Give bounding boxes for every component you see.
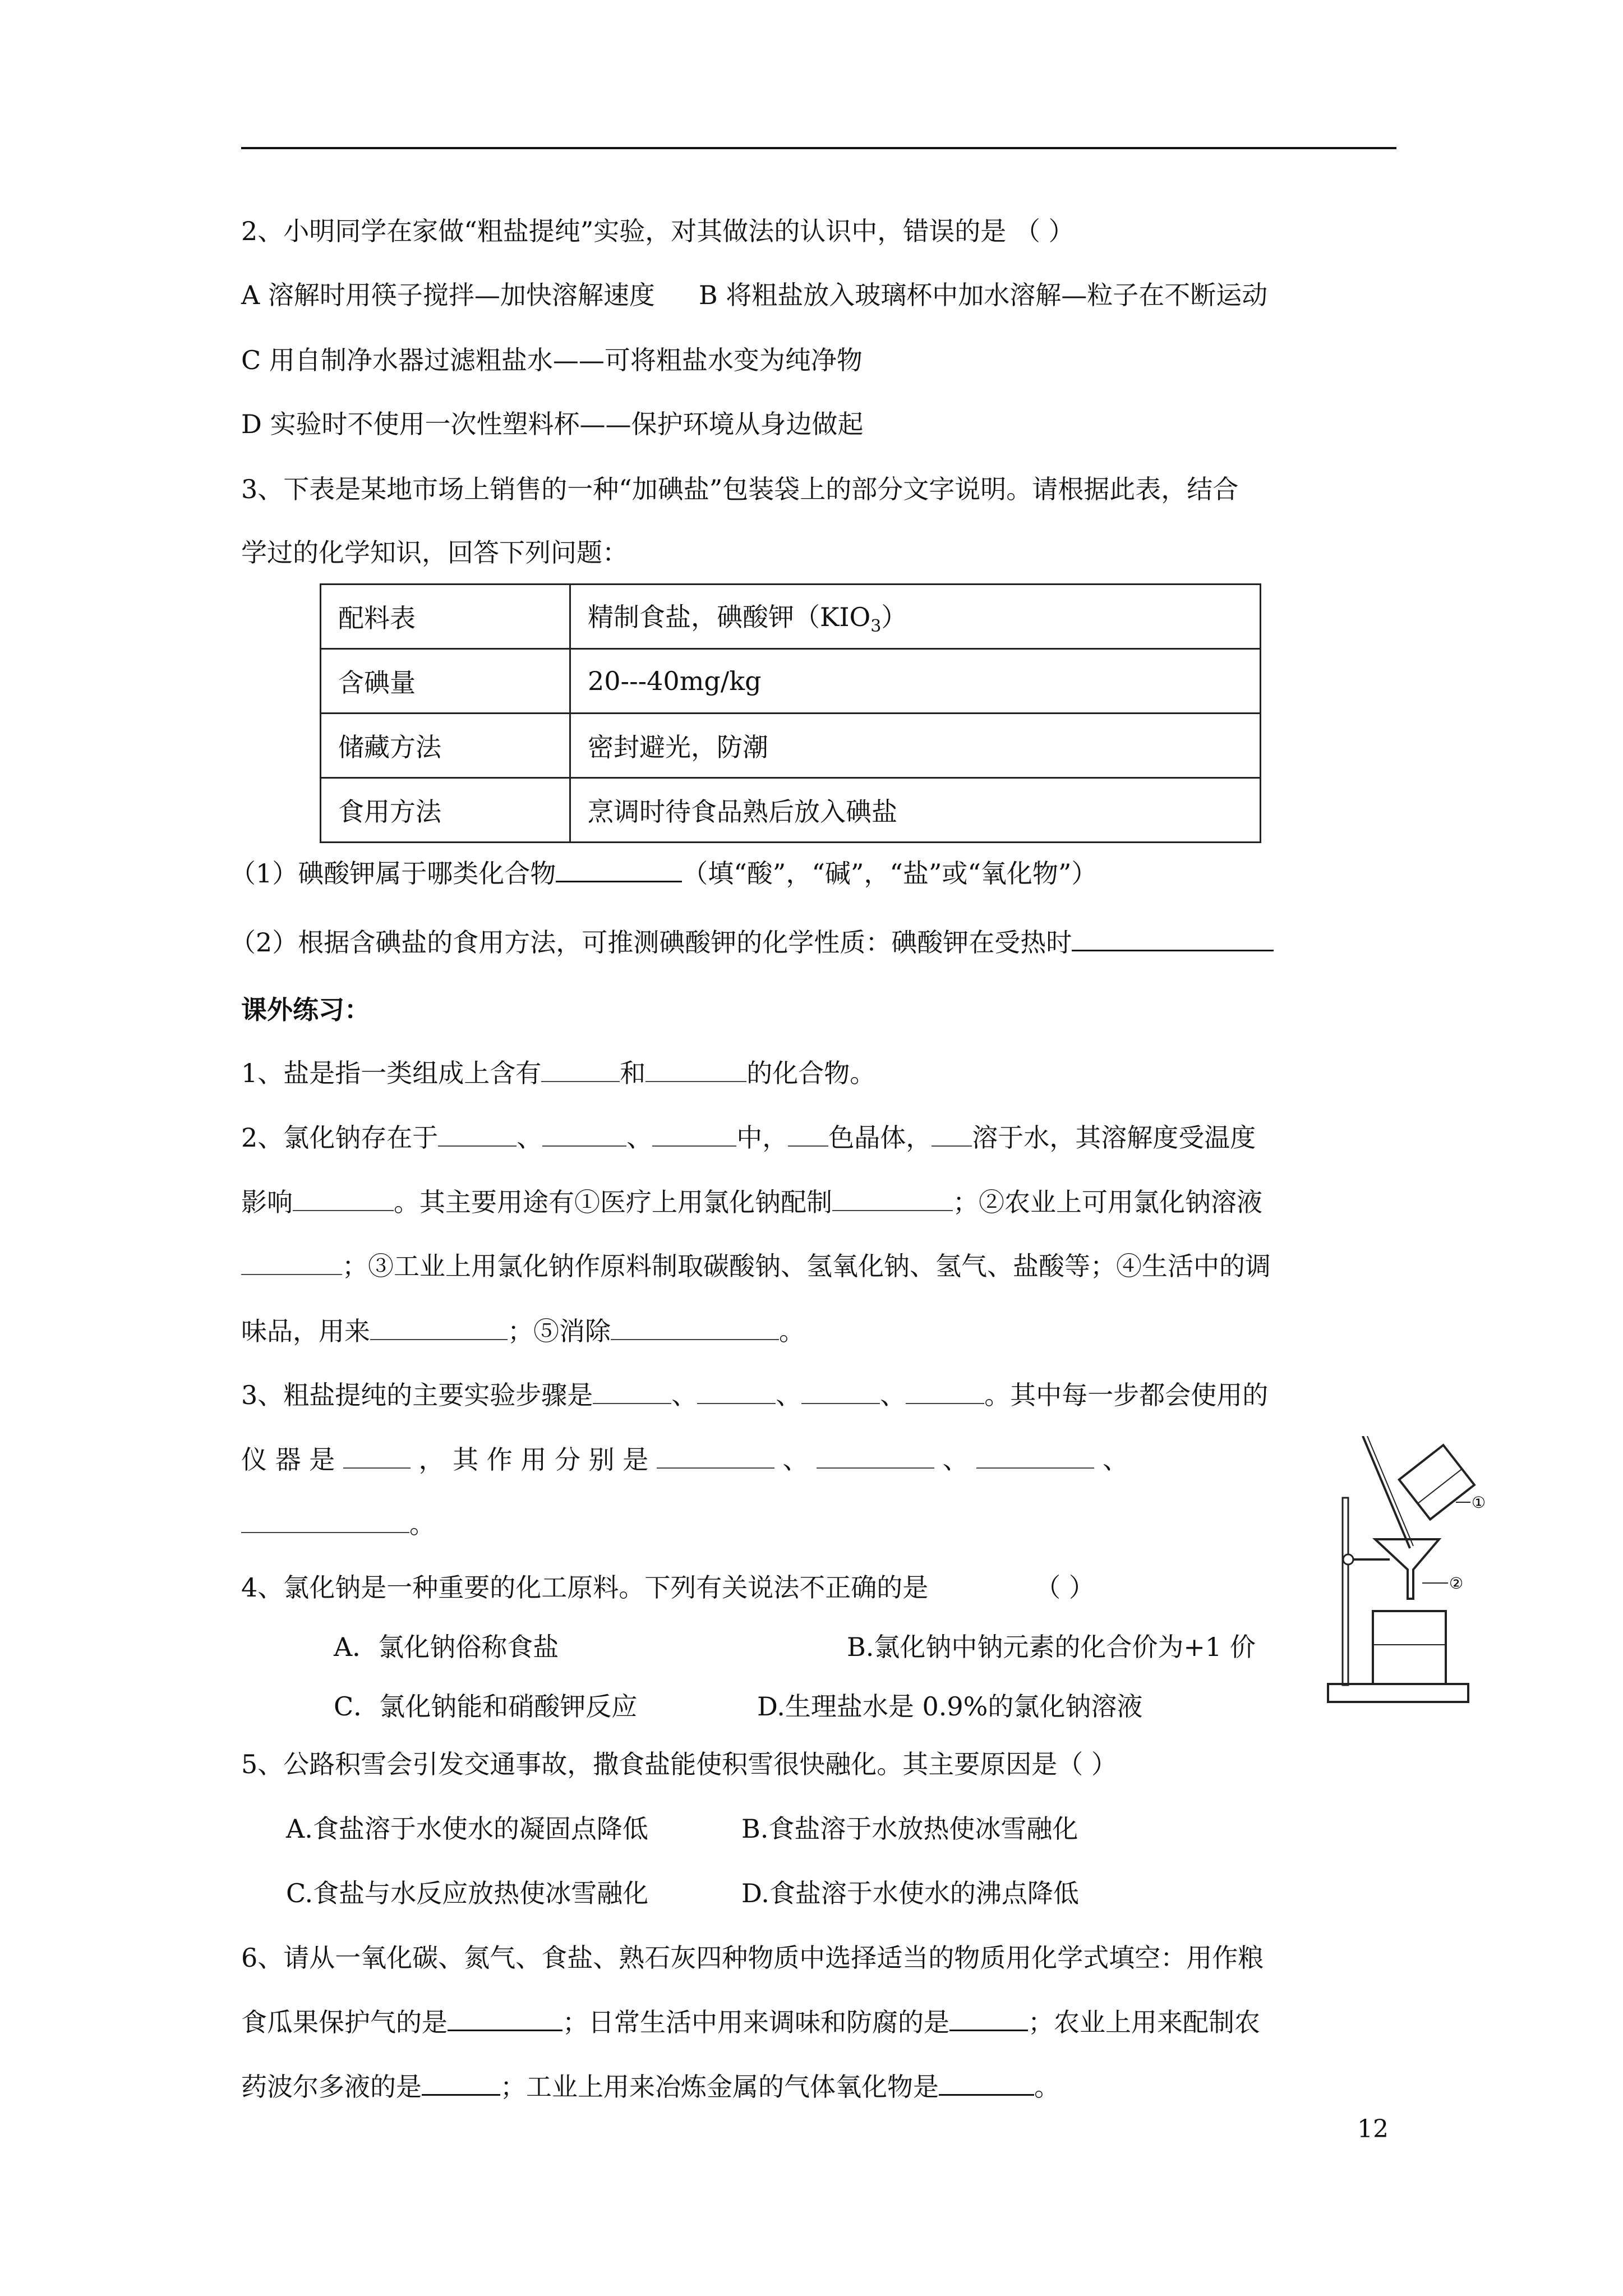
answer-blank[interactable] xyxy=(541,1078,620,1082)
table-cell-value: 精制食盐，碘酸钾$(KIO_3)$ xyxy=(570,585,1261,649)
answer-blank[interactable] xyxy=(697,1400,776,1404)
answer-blank[interactable] xyxy=(241,1271,342,1275)
table-cell-key: 储藏方法 xyxy=(321,714,570,778)
exercise-4-stem: 4、氯化钠是一种重要的化工原料。下列有关说法不正确的是 （ ） xyxy=(241,1572,1095,1603)
answer-blank[interactable] xyxy=(438,1142,517,1147)
section-heading: 课外练习： xyxy=(241,995,370,1025)
table-row xyxy=(321,714,1261,778)
answer-blank[interactable] xyxy=(906,1400,984,1404)
answer-blank[interactable] xyxy=(645,1078,746,1082)
exercise-4-option-a: A．氯化钠俗称食盐 xyxy=(334,1632,559,1662)
table-cell-value: 密封避光，防潮 xyxy=(570,714,1261,778)
q3-part-1: （1）碘酸钾属于哪类化合物 （填“酸”，“碱”，“盐”或“氧化物”） xyxy=(230,858,1098,889)
exercise-5-option-a: A.食盐溶于水使水的凝固点降低 xyxy=(286,1814,648,1844)
answer-blank[interactable] xyxy=(448,2025,562,2031)
q3-line-1: 3、下表是某地市场上销售的一种“加碘盐”包装袋上的部分文字说明。请根据此表，结合 xyxy=(241,474,1239,504)
answer-blank[interactable] xyxy=(788,1142,828,1147)
exercise-6-line-3: 药波尔多液的是 ；工业上用来冶炼金属的气体氧化物是 。 xyxy=(241,2072,1060,2102)
answer-blank[interactable] xyxy=(817,1464,934,1469)
q2-options-ab xyxy=(241,278,1267,312)
exercise-5-option-d: D.食盐溶于水使水的沸点降低 xyxy=(741,1878,1079,1908)
answer-blank[interactable] xyxy=(652,1142,736,1147)
exercise-3-line-2: 仪 器 是 ， 其 作 用 分 别 是 、 、 、 xyxy=(241,1444,1128,1475)
table-cell-key: 食用方法 xyxy=(321,778,570,843)
exercise-2-line-4: 味品，用来 ；⑤消除 。 xyxy=(241,1316,805,1346)
q2-option-b: B 将粗盐放入玻璃杯中加水溶解—粒子在不断运动 xyxy=(698,280,1268,310)
answer-blank[interactable] xyxy=(801,1400,880,1404)
q3-line-2: 学过的化学知识，回答下列问题： xyxy=(241,537,628,568)
exercise-2-line-3: ；③工业上用氯化钠作原料制取碳酸钠、氢氧化钠、氢气、盐酸等；④生活中的调 xyxy=(241,1249,1271,1283)
exercise-5-stem: 5、公路积雪会引发交通事故，撒食盐能使积雪很快融化。其主要原因是（ ） xyxy=(241,1749,1117,1779)
exercise-3-line-1: 3、粗盐提纯的主要实验步骤是 、 、 、 。其中每一步都会使用的 xyxy=(241,1380,1269,1410)
answer-blank[interactable] xyxy=(343,1464,411,1469)
figure-label-2: ② xyxy=(1449,1574,1464,1593)
filtration-apparatus-figure xyxy=(1324,1436,1492,1711)
q2-option-d: D 实验时不使用一次性塑料杯——保护环境从身边做起 xyxy=(241,409,864,439)
exercise-4-option-d: D.生理盐水是 0.9%的氯化钠溶液 xyxy=(757,1691,1143,1722)
table-cell-value: 烹调时待食品熟后放入碘盐 xyxy=(570,778,1261,843)
exercise-1: 1、盐是指一类组成上含有 和 的化合物。 xyxy=(241,1058,876,1088)
table-cell-key: 含碘量 xyxy=(321,649,570,714)
table-row xyxy=(321,778,1261,843)
exercise-6-line-1: 6、请从一氧化碳、氮气、食盐、熟石灰四种物质中选择适当的物质用化学式填空：用作粮 xyxy=(241,1943,1264,1973)
answer-blank[interactable] xyxy=(939,2090,1034,2096)
exercise-6-line-2: 食瓜果保护气的是 ；日常生活中用来调味和防腐的是 ；农业上用来配制农 xyxy=(241,2007,1260,2037)
table-cell-key: 配料表 xyxy=(321,585,570,649)
answer-blank[interactable] xyxy=(556,876,682,882)
answer-blank[interactable] xyxy=(293,1207,394,1211)
exercise-3-line-3: 。 xyxy=(241,1507,435,1541)
q3-part-2: （2）根据含碘盐的食用方法，可推测碘酸钾的化学性质：碘酸钾在受热时 xyxy=(230,926,1274,959)
answer-blank[interactable] xyxy=(370,1336,508,1340)
answer-paren: （ ） xyxy=(1035,1572,1095,1603)
answer-blank[interactable] xyxy=(832,1207,953,1211)
answer-blank[interactable] xyxy=(932,1142,972,1147)
answer-blank[interactable] xyxy=(657,1464,774,1469)
answer-blank[interactable] xyxy=(949,2025,1028,2031)
iodized-salt-table xyxy=(320,583,1261,843)
exercise-2-line-1: 2、氯化钠存在于 、 、 中， 色晶体， 溶于水，其溶解度受温度 xyxy=(241,1122,1256,1153)
header-rule xyxy=(241,147,1396,149)
exercise-2-line-2: 影响 。其主要用途有①医疗上用氯化钠配制 ；②农业上可用氯化钠溶液 xyxy=(241,1187,1262,1217)
table-row xyxy=(321,649,1261,714)
answer-blank[interactable] xyxy=(542,1142,626,1147)
exercise-5-option-b: B.食盐溶于水放热使冰雪融化 xyxy=(741,1814,1078,1844)
q2-option-a: A 溶解时用筷子搅拌—加快溶解速度 xyxy=(241,280,655,310)
table-cell-value: 20---40mg/kg xyxy=(570,649,1261,714)
figure-label-1: ① xyxy=(1472,1493,1486,1512)
answer-blank[interactable] xyxy=(593,1400,671,1404)
q2-option-c: C 用自制净水器过滤粗盐水——可将粗盐水变为纯净物 xyxy=(241,345,863,375)
answer-blank[interactable] xyxy=(422,2090,500,2096)
exercise-4-option-c: C．氯化钠能和硝酸钾反应 xyxy=(334,1691,638,1722)
answer-blank[interactable] xyxy=(241,1529,409,1533)
answer-blank[interactable] xyxy=(611,1336,779,1340)
exercise-4-option-b: B.氯化钠中钠元素的化合价为+1 价 xyxy=(847,1632,1256,1662)
exercise-5-option-c: C.食盐与水反应放热使冰雪融化 xyxy=(286,1878,649,1908)
answer-blank[interactable] xyxy=(976,1464,1094,1469)
answer-blank[interactable] xyxy=(1072,945,1274,951)
page-number: 12 xyxy=(1357,2115,1389,2143)
table-row xyxy=(321,585,1261,649)
q2-stem: 2、小明同学在家做“粗盐提纯”实验，对其做法的认识中，错误的是 （ ） xyxy=(241,216,1075,246)
